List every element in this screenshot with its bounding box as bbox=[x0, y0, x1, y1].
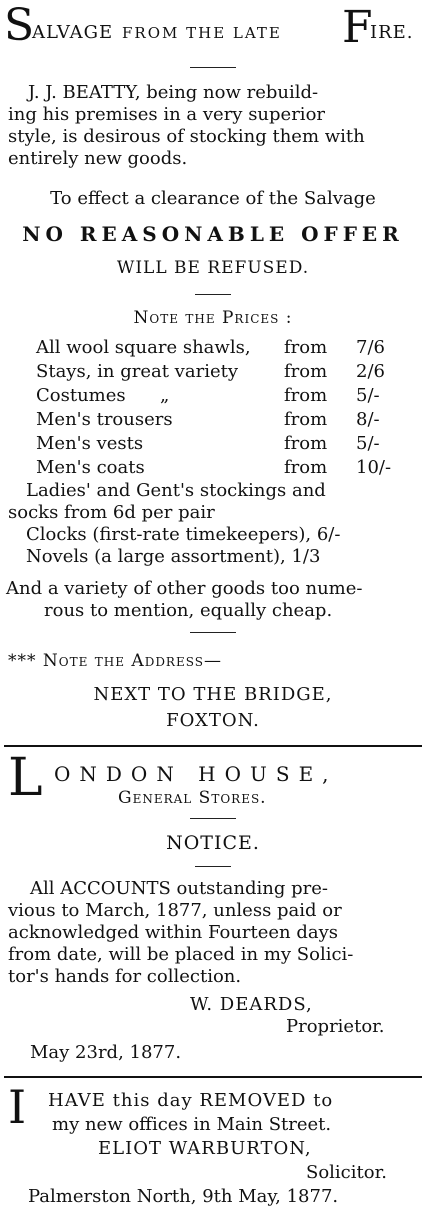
price-row bbox=[36, 360, 396, 384]
price-item: Costumes „ bbox=[36, 385, 170, 406]
headline-initial-f: F bbox=[342, 2, 374, 53]
price-value: 8/- bbox=[356, 409, 380, 430]
london-house-title: ONDON HOUSE, bbox=[54, 762, 338, 786]
no-reasonable-offer: NO REASONABLE OFFER bbox=[22, 222, 404, 246]
signature-title: Proprietor. bbox=[286, 1016, 385, 1037]
short-divider bbox=[195, 294, 231, 295]
advert-separator bbox=[4, 745, 422, 747]
price-from: from bbox=[284, 361, 328, 382]
price-value: 5/- bbox=[356, 433, 380, 454]
london-initial-l: L bbox=[8, 748, 43, 808]
removal-initial-i: I bbox=[8, 1080, 27, 1134]
removal-line-1: HAVE this day REMOVED to bbox=[48, 1090, 334, 1111]
variety-line: And a variety of other goods too nume- bbox=[6, 578, 363, 599]
price-item: Men's vests bbox=[36, 433, 144, 454]
address-foxton: FOXTON. bbox=[166, 710, 260, 731]
salvage-headline bbox=[4, 0, 422, 56]
body-line: entirely new goods. bbox=[8, 148, 188, 169]
price-value: 2/6 bbox=[356, 361, 385, 382]
short-divider bbox=[190, 632, 236, 633]
stockings-line: Ladies' and Gent's stockings and bbox=[26, 480, 326, 501]
notice-body-line: from date, will be placed in my Solici- bbox=[8, 944, 354, 965]
price-item: Stays, in great variety bbox=[36, 361, 238, 382]
notice-heading: NOTICE. bbox=[166, 832, 260, 854]
body-line: style, is desirous of stocking them with bbox=[8, 126, 365, 147]
short-divider bbox=[195, 866, 231, 867]
price-row bbox=[36, 336, 396, 360]
price-row bbox=[36, 456, 396, 480]
body-line: J. J. BEATTY, being now rebuild- bbox=[28, 82, 319, 103]
price-row bbox=[36, 408, 396, 432]
notice-body-line: All ACCOUNTS outstanding pre- bbox=[30, 878, 328, 899]
headline-initial-s: S bbox=[4, 0, 36, 51]
general-stores: General Stores. bbox=[118, 788, 267, 808]
signature-name: W. DEARDS, bbox=[190, 994, 313, 1015]
price-value: 7/6 bbox=[356, 337, 385, 358]
clocks-line: Clocks (first-rate timekeepers), 6/- bbox=[26, 524, 341, 545]
will-be-refused: WILL BE REFUSED. bbox=[116, 258, 310, 278]
body-line: ing his premises in a very superior bbox=[8, 104, 326, 125]
price-from: from bbox=[284, 457, 328, 478]
short-divider bbox=[190, 818, 236, 819]
headline-salvage-word: ALVAGE bbox=[32, 22, 114, 43]
price-value: 10/- bbox=[356, 457, 392, 478]
headline-fire-word: IRE. bbox=[370, 22, 414, 43]
price-row bbox=[36, 432, 396, 456]
prices-heading: Note the Prices : bbox=[133, 308, 293, 328]
short-divider bbox=[190, 67, 236, 68]
notice-date: May 23rd, 1877. bbox=[30, 1042, 182, 1063]
price-item: Men's trousers bbox=[36, 409, 173, 430]
address-note: *** Note the Address— bbox=[8, 651, 222, 671]
advert-separator bbox=[4, 1076, 422, 1078]
notice-body-line: tor's hands for collection. bbox=[8, 966, 242, 987]
price-from: from bbox=[284, 433, 328, 454]
address-bridge: NEXT TO THE BRIDGE, bbox=[93, 684, 333, 705]
notice-body-line: vious to March, 1877, unless paid or bbox=[8, 900, 342, 921]
headline-from-the-late: FROM THE LATE bbox=[122, 24, 282, 42]
price-from: from bbox=[284, 337, 328, 358]
solicitor-title: Solicitor. bbox=[306, 1162, 387, 1183]
price-item: Men's coats bbox=[36, 457, 145, 478]
clearance-line: To effect a clearance of the Salvage bbox=[50, 188, 376, 209]
price-from: from bbox=[284, 409, 328, 430]
novels-line: Novels (a large assortment), 1/3 bbox=[26, 546, 321, 567]
socks-line: socks from 6d per pair bbox=[8, 502, 215, 523]
removal-date: Palmerston North, 9th May, 1877. bbox=[28, 1186, 339, 1207]
variety-line-2: rous to mention, equally cheap. bbox=[44, 600, 333, 621]
notice-body-line: acknowledged within Fourteen days bbox=[8, 922, 339, 943]
price-from: from bbox=[284, 385, 328, 406]
removal-line-2: my new offices in Main Street. bbox=[52, 1114, 332, 1135]
price-item: All wool square shawls, bbox=[36, 337, 251, 358]
price-list bbox=[36, 336, 396, 480]
price-value: 5/- bbox=[356, 385, 380, 406]
price-row bbox=[36, 384, 396, 408]
solicitor-name: ELIOT WARBURTON, bbox=[98, 1138, 312, 1159]
